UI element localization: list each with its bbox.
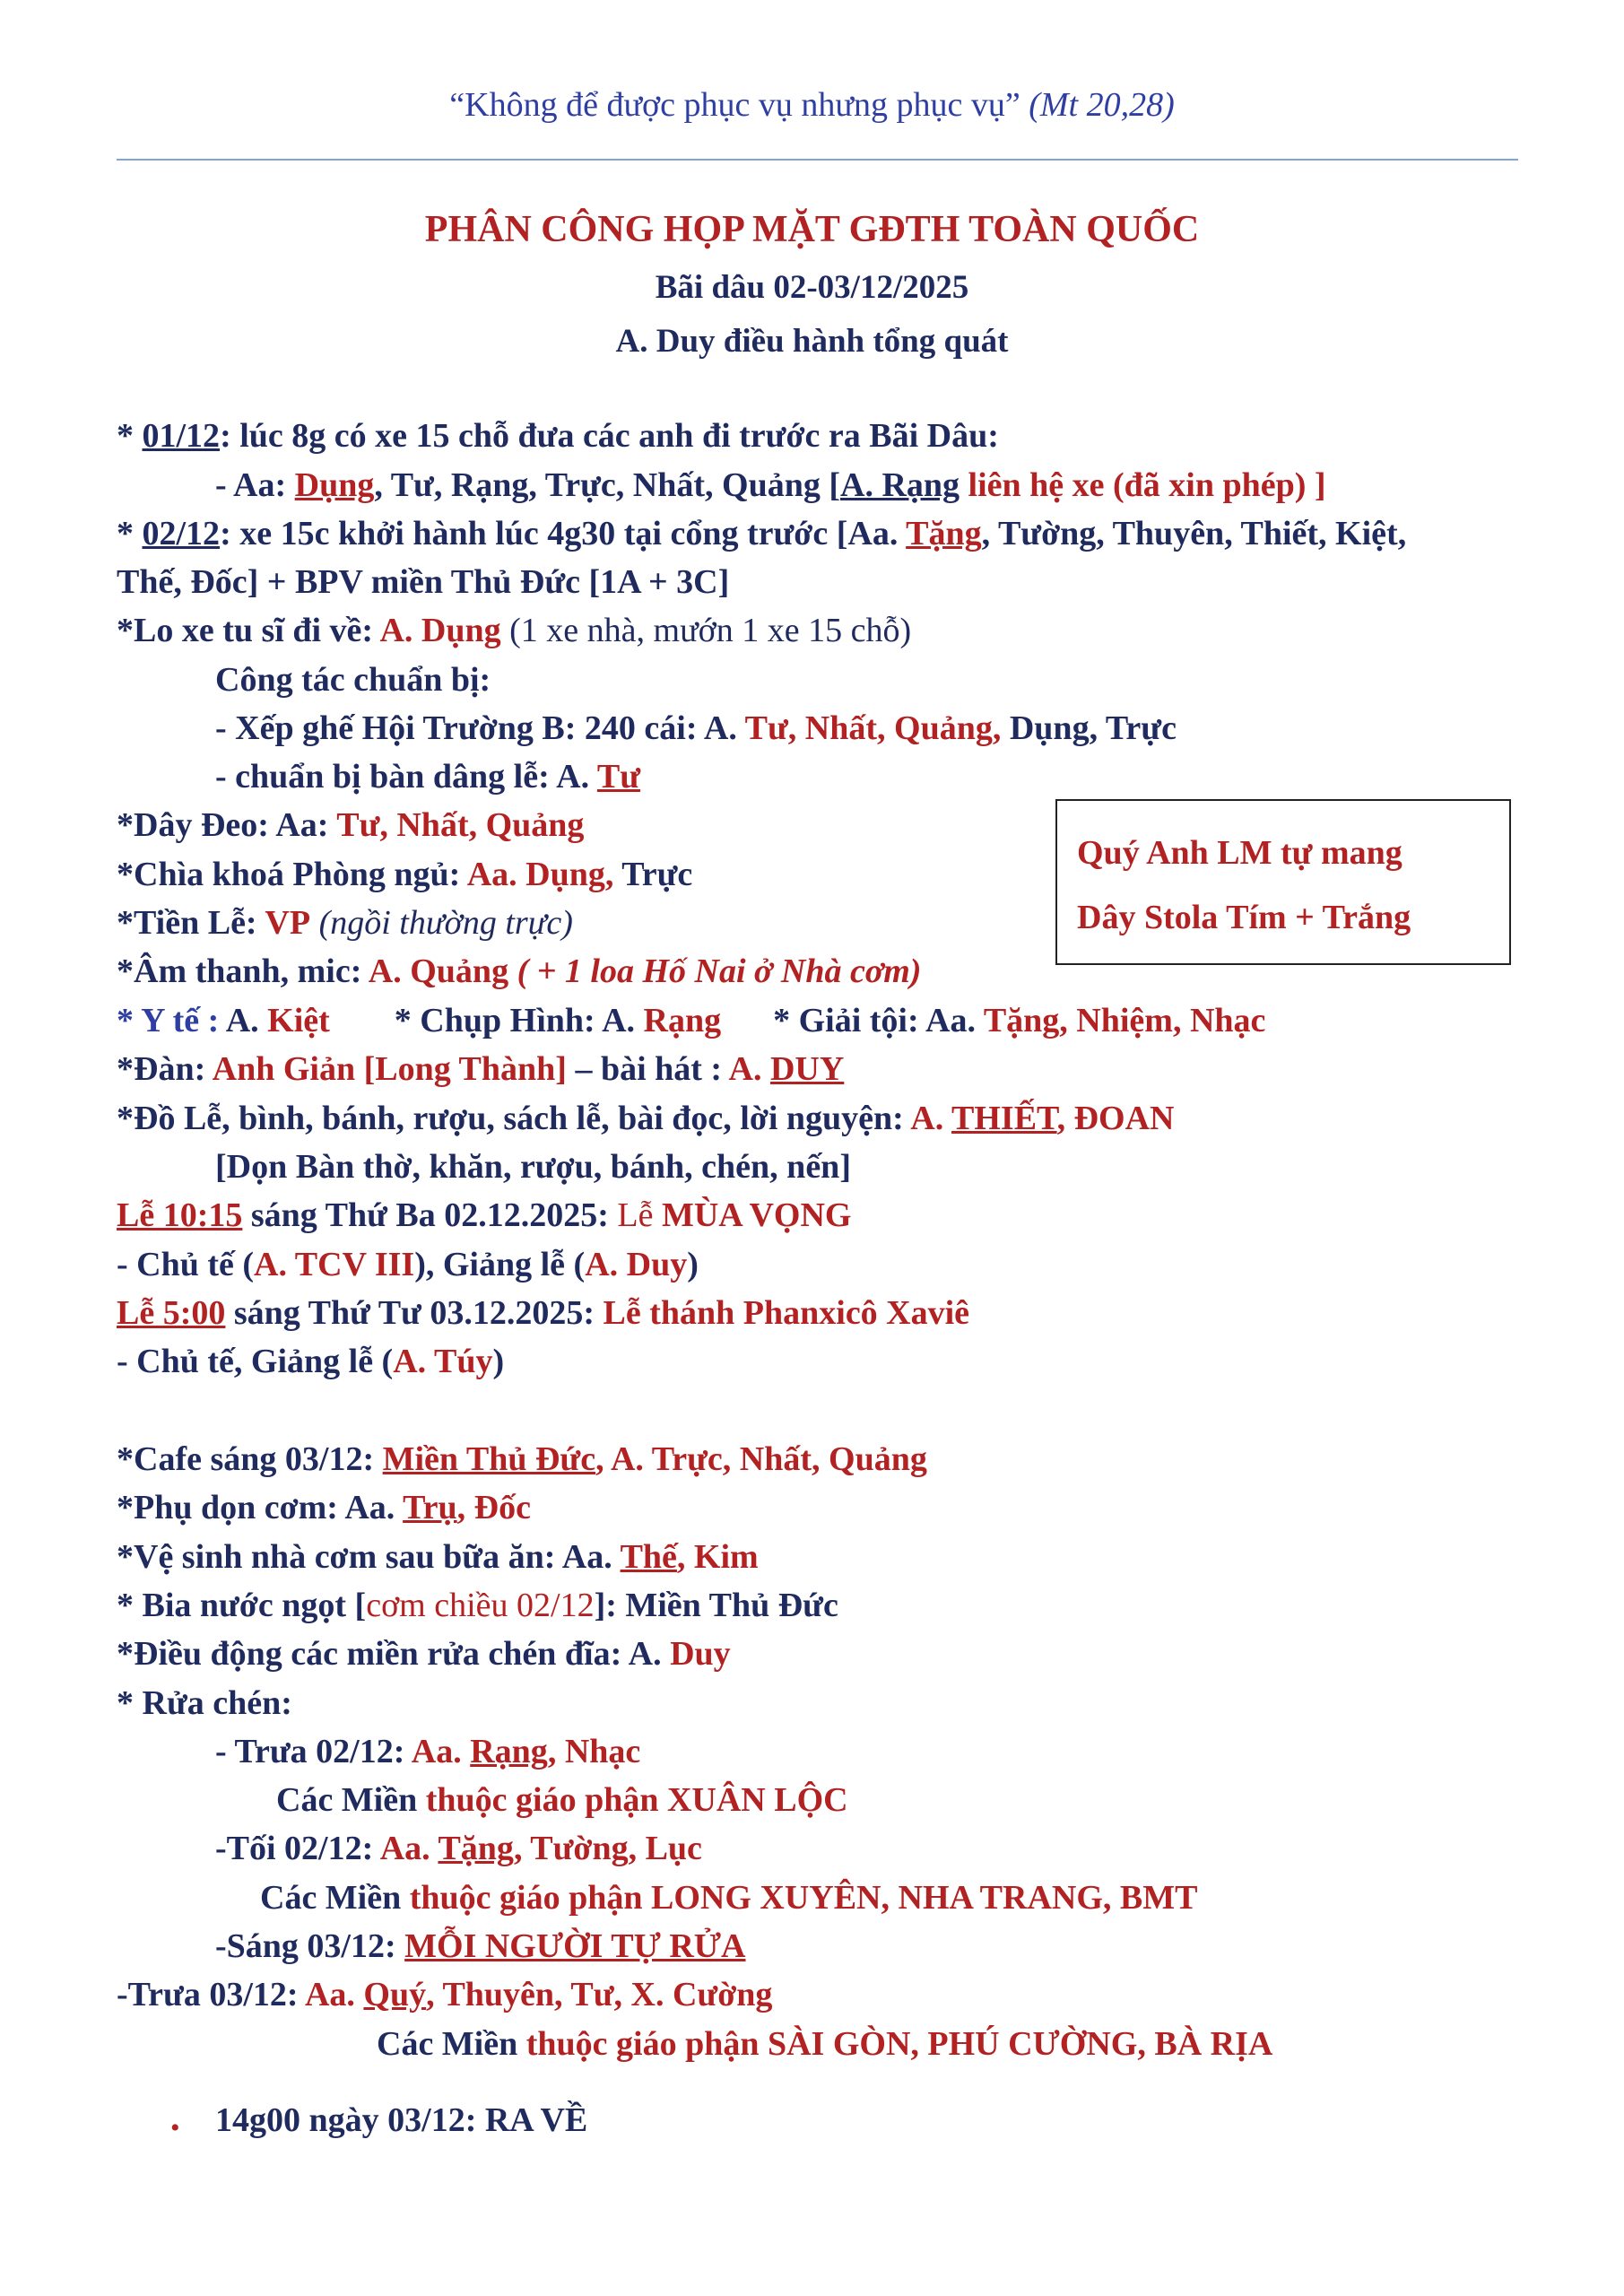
transport-line-4: Thế, Đốc] + BPV miền Thủ Đức [1A + 3C] xyxy=(117,563,730,601)
motto-text: “Không để được phục vụ nhưng phục vụ” xyxy=(449,86,1020,124)
who: A. Quảng xyxy=(368,952,509,990)
transport-line-3-text: : xe 15c khởi hành lúc 4g30 tại cổng trước [Aa. xyxy=(220,515,907,552)
names-red: Tư, Nhất, Quảng, xyxy=(744,709,1002,747)
name-a: Quý xyxy=(363,1976,427,2013)
name-dung: Dụng xyxy=(294,466,375,504)
prefix: Các Miền xyxy=(276,1781,426,1819)
who: ]: Miền Thủ Đức xyxy=(594,1587,838,1624)
photo-who: Rạng xyxy=(643,1002,722,1039)
meal-dish-coordination xyxy=(117,1633,731,1674)
wash-3 xyxy=(215,1926,745,1967)
who: MỖI NGƯỜI TỰ RỬA xyxy=(404,1927,746,1965)
name-b: , Kim xyxy=(676,1538,759,1576)
transport-line-1: * 01/12: lúc 8g có xe 15 chỗ đưa các anh đi trước ra Bãi Dâu: xyxy=(117,417,999,455)
name-tu: Tư xyxy=(596,758,641,796)
wash-1-regions xyxy=(276,1779,848,1821)
area: Miền Thủ Đức xyxy=(382,1440,596,1478)
roles-b: ), Giảng lễ ( xyxy=(414,1246,586,1283)
who-2: , ĐOAN xyxy=(1056,1100,1175,1137)
aa-prefix: - Aa: xyxy=(215,466,295,504)
who: VP xyxy=(265,904,311,942)
task-liturgy xyxy=(117,1098,1174,1139)
name-b: , Đốc xyxy=(456,1489,531,1526)
prep-heading: Công tác chuẩn bị: xyxy=(215,661,491,699)
task-stipend xyxy=(117,902,573,944)
wash-4 xyxy=(117,1974,772,2015)
mass-2 xyxy=(117,1292,969,1334)
day: sáng Thứ Tư 03.12.2025: xyxy=(225,1294,604,1332)
songs-prefix: A. xyxy=(728,1050,770,1088)
transport-line-2 xyxy=(215,465,1326,506)
mass-1 xyxy=(117,1195,851,1236)
label: *Chìa khoá Phòng ngủ: xyxy=(117,856,467,893)
confession-label: * Giải tội: Aa. xyxy=(773,1002,984,1039)
label: *Điều động các miền rửa chén đĩa: A. xyxy=(117,1635,671,1673)
name-b: , Tường, Lục xyxy=(513,1830,702,1867)
who: THIẾT xyxy=(951,1100,1057,1137)
medical-label: * Y tế : xyxy=(117,1002,226,1039)
prep-altar xyxy=(215,756,640,797)
date-0212: 02/12 xyxy=(142,515,221,552)
note: (1 xe nhà, mướn 1 xe 15 chỗ) xyxy=(500,612,912,649)
celebrant: A. TCV III xyxy=(254,1246,415,1283)
aa: Aa. xyxy=(304,1976,364,2013)
place-date: Bãi dâu 02-03/12/2025 xyxy=(655,269,969,306)
bullet-icon: • xyxy=(170,2113,180,2143)
label: - chuẩn bị bàn dâng lễ: A. xyxy=(215,758,597,796)
label: *Đồ Lễ, bình, bánh, rượu, sách lễ, bài đọc, lời nguyện: xyxy=(117,1100,911,1137)
contact-note: liên hệ xe (đã xin phép) ] xyxy=(960,466,1326,504)
roles-a: - Chủ tế, Giảng lễ ( xyxy=(117,1343,394,1380)
header-rule xyxy=(117,159,1518,161)
name-a: Tặng xyxy=(438,1830,514,1867)
feast: MÙA VỌNG xyxy=(661,1196,852,1234)
wash-2-regions xyxy=(260,1877,1197,1918)
task-keys xyxy=(117,854,692,895)
names-list: , Tường, Thuyên, Thiết, Kiệt, xyxy=(981,515,1407,552)
task-sound xyxy=(117,951,921,992)
day: sáng Thứ Ba 02.12.2025: xyxy=(242,1196,618,1234)
wash-4-regions xyxy=(377,2023,1272,2065)
label: *Cafe sáng 03/12: xyxy=(117,1440,383,1478)
aa: Aa. xyxy=(379,1830,439,1867)
note: ( + 1 loa Hố Nai ở Nhà cơm) xyxy=(508,952,922,990)
task-music xyxy=(117,1048,844,1090)
name-tang: Tặng xyxy=(906,515,982,552)
name-a: Rạng xyxy=(470,1733,548,1770)
names-blue: Dụng, Trực xyxy=(1001,709,1177,747)
songs-label: – bài hát : xyxy=(566,1050,729,1088)
motto xyxy=(0,85,1624,125)
transport-line-5 xyxy=(117,610,911,651)
who: Duy xyxy=(670,1635,731,1673)
wash-1 xyxy=(215,1731,640,1772)
label: * Bia nước ngọt [ xyxy=(117,1587,367,1624)
names: Aa. Dụng, xyxy=(466,856,614,893)
regions: thuộc giáo phận SÀI GÒN, PHÚ CƯỜNG, BÀ RỊA xyxy=(525,2025,1273,2063)
names-list: , Tư, Rạng, Trực, Nhất, Quảng [ xyxy=(374,466,840,504)
prefix: Các Miền xyxy=(260,1879,410,1917)
label: - Xếp ghế Hội Trường B: 240 cái: A. xyxy=(215,709,745,747)
prefix: A. xyxy=(910,1100,952,1137)
task-medical-photo-confession xyxy=(117,1000,1265,1041)
document-title: PHÂN CÔNG HỌP MẶT GĐTH TOÀN QUỐC xyxy=(424,209,1200,250)
closing-line: 14g00 ngày 03/12: RA VỀ xyxy=(215,2101,588,2139)
feast: Lễ thánh Phanxicô Xaviê xyxy=(603,1294,970,1332)
task-strap xyxy=(117,804,584,846)
medical-who: Kiệt xyxy=(267,1002,330,1039)
person: A. Túy xyxy=(393,1343,493,1380)
label: *Tiền Lễ: xyxy=(117,904,265,942)
medical-prefix: A. xyxy=(225,1002,268,1039)
wash-heading: * Rửa chén: xyxy=(117,1684,292,1722)
label: *Lo xe tu sĩ đi về: xyxy=(117,612,380,649)
note: (ngồi thường trực) xyxy=(310,904,573,942)
label: - Trưa 02/12: xyxy=(215,1733,412,1770)
label: -Tối 02/12: xyxy=(215,1830,380,1867)
roles-b: ) xyxy=(492,1343,505,1380)
meal: cơm chiều 02/12 xyxy=(366,1587,595,1624)
prefix: Các Miền xyxy=(377,2025,526,2063)
names: Tư, Nhất, Quảng xyxy=(336,806,585,844)
feast-prefix: Lễ xyxy=(617,1196,662,1234)
meal-clean xyxy=(117,1536,759,1578)
name-b: , Nhạc xyxy=(547,1733,641,1770)
label: *Vệ sinh nhà cơm sau bữa ăn: Aa. xyxy=(117,1538,621,1576)
prep-chairs xyxy=(215,708,1177,749)
meal-drinks xyxy=(117,1585,838,1626)
motto-reference: (Mt 20,28) xyxy=(1029,86,1175,124)
director-line: A. Duy điều hành tổng quát xyxy=(615,323,1009,360)
time: Lễ 5:00 xyxy=(117,1294,226,1332)
photo-label: * Chụp Hình: A. xyxy=(394,1002,644,1039)
label: -Trưa 03/12: xyxy=(117,1976,305,2013)
mass-2-roles xyxy=(117,1341,504,1382)
names-2: Trực xyxy=(613,856,693,893)
label: *Dây Đeo: Aa: xyxy=(117,806,337,844)
wash-2 xyxy=(215,1828,702,1869)
task-liturgy-note: [Dọn Bàn thờ, khăn, rượu, bánh, chén, nến] xyxy=(215,1148,851,1186)
name-dung: A. Dụng xyxy=(379,612,501,649)
confession-who: Tặng, Nhiệm, Nhạc xyxy=(983,1002,1266,1039)
meal-cafe xyxy=(117,1439,927,1480)
stola-note-line-2: Dây Stola Tím + Trắng xyxy=(1077,899,1411,936)
songs-who: DUY xyxy=(769,1050,845,1088)
who: Anh Giản [Long Thành] xyxy=(212,1050,567,1088)
name-rang: A. Rạng xyxy=(840,466,960,504)
time: Lễ 10:15 xyxy=(117,1196,243,1234)
name-a: Trụ xyxy=(403,1489,457,1526)
date-0112: 01/12 xyxy=(142,417,221,455)
regions: thuộc giáo phận XUÂN LỘC xyxy=(425,1781,848,1819)
name-b: , Thuyên, Tư, X. Cường xyxy=(426,1976,773,2013)
label: -Sáng 03/12: xyxy=(215,1927,405,1965)
name-a: Thế xyxy=(620,1538,677,1576)
roles-a: - Chủ tế ( xyxy=(117,1246,255,1283)
label: *Phụ dọn cơm: Aa. xyxy=(117,1489,404,1526)
names: , A. Trực, Nhất, Quảng xyxy=(595,1440,927,1478)
roles-c: ) xyxy=(687,1246,699,1283)
homilist: A. Duy xyxy=(585,1246,688,1283)
transport-line-1-text: : lúc 8g có xe 15 chỗ đưa các anh đi trước ra Bãi Dâu: xyxy=(220,417,999,455)
stola-note-box xyxy=(1055,799,1511,965)
stola-note-line-1: Quý Anh LM tự mang xyxy=(1077,834,1403,872)
label: *Đàn: xyxy=(117,1050,213,1088)
transport-line-3: * 02/12: xe 15c khởi hành lúc 4g30 tại cổng trước [Aa. Tặng, Tường, Thuyên, Thiết, Kiệt, xyxy=(117,515,1407,552)
regions: thuộc giáo phận LONG XUYÊN, NHA TRANG, BMT xyxy=(409,1879,1198,1917)
aa: Aa. xyxy=(411,1733,471,1770)
mass-1-roles xyxy=(117,1244,699,1285)
meal-serve xyxy=(117,1487,531,1528)
label: *Âm thanh, mic: xyxy=(117,952,369,990)
